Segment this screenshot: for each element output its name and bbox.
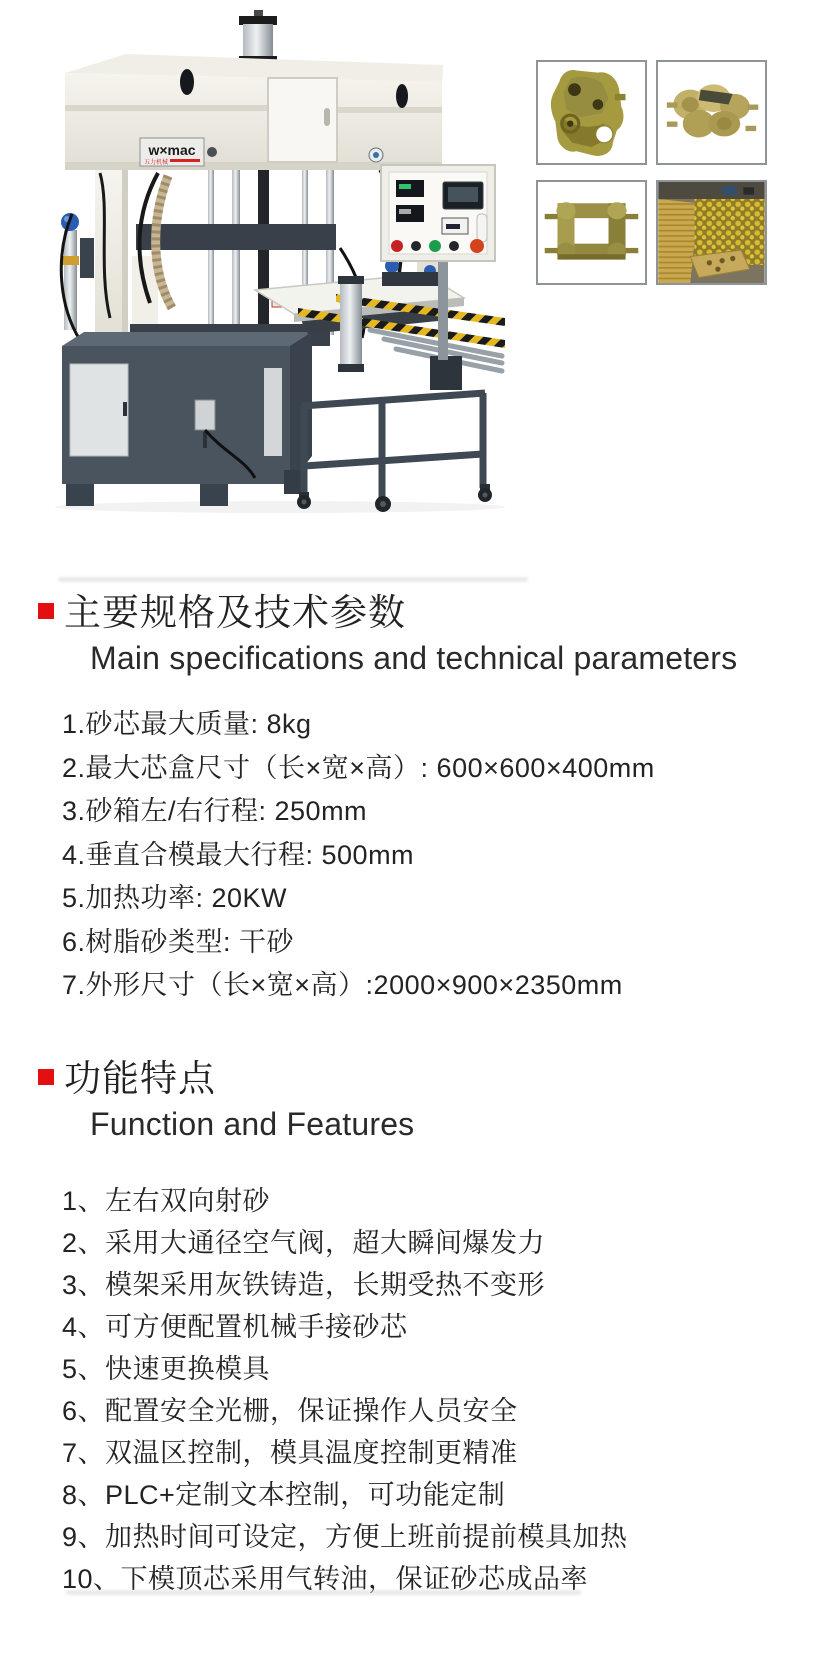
specs-heading-zh: 主要规格及技术参数 <box>64 592 406 633</box>
machine-hood <box>65 54 443 170</box>
door-handle <box>324 108 330 126</box>
sand-core-casting-2 <box>658 62 765 163</box>
core-shooting-machine-illustration <box>40 8 505 513</box>
green-button <box>429 240 441 252</box>
spec-item: 6.树脂砂类型: 干砂 <box>62 926 295 957</box>
gallery-photo-4 <box>656 180 767 285</box>
core-receiving-cart <box>302 393 485 506</box>
gallery-photo-3 <box>536 180 647 285</box>
feature-item: 6、配置安全光栅，保证操作人员安全 <box>62 1396 518 1427</box>
feature-item: 2、采用大通径空气阀，超大瞬间爆发力 <box>62 1228 546 1259</box>
features-section <box>38 1056 808 1600</box>
gallery-photo-2 <box>656 60 767 165</box>
gallery-photo-1 <box>536 60 647 165</box>
scan-artifact-line <box>58 577 528 582</box>
brand-text: w×mac <box>148 142 196 158</box>
top-air-cylinder <box>239 10 277 64</box>
specs-heading <box>38 590 808 678</box>
features-heading-en: Function and Features <box>90 1106 415 1143</box>
specs-heading-en: Main specifications and technical parameters <box>90 640 738 677</box>
spec-item: 3.砂箱左/右行程: 250mm <box>62 796 368 827</box>
sand-core-stock-photo <box>658 182 765 283</box>
cabinet-door-panel <box>70 364 128 456</box>
red-square-bullet <box>38 1069 54 1085</box>
sand-core-casting-1 <box>538 62 645 163</box>
black-button <box>411 241 421 251</box>
features-heading <box>38 1056 808 1144</box>
feature-item: 4、可方便配置机械手接砂芯 <box>62 1312 408 1343</box>
feature-item: 9、加热时间可设定，方便上班前提前模具加热 <box>62 1522 628 1553</box>
machine-shadow <box>55 501 505 513</box>
emergency-button <box>470 239 484 253</box>
feature-item: 10、下模顶芯采用气转油，保证砂芯成品率 <box>62 1564 589 1595</box>
hood-handle-hole-right <box>396 84 408 108</box>
junction-box <box>195 400 215 430</box>
spec-item: 5.加热功率: 20KW <box>62 883 288 914</box>
panel-handle <box>477 214 487 242</box>
sample-gallery <box>536 60 769 285</box>
features-heading-zh: 功能特点 <box>64 1058 216 1099</box>
black-button <box>449 241 459 251</box>
brand-subtext: 五力机械 <box>144 160 169 166</box>
spec-item: 1.砂芯最大质量: 8kg <box>62 709 312 740</box>
feature-item: 3、模架采用灰铁铸造，长期受热不变形 <box>62 1270 546 1301</box>
cart-casters <box>297 356 492 512</box>
hood-handle-hole-left <box>180 69 194 95</box>
spec-item: 2.最大芯盒尺寸（长×宽×高）: 600×600×400mm <box>62 752 655 783</box>
scan-artifact-line <box>66 1590 581 1595</box>
left-valve-assembly <box>61 213 94 340</box>
feature-item: 7、双温区控制，模具温度控制更精准 <box>62 1438 518 1469</box>
spec-item: 4.垂直合模最大行程: 500mm <box>62 839 415 870</box>
base-cabinet <box>62 332 312 506</box>
hood-knob <box>207 147 217 157</box>
spec-item: 7.外形尺寸（长×宽×高）:2000×900×2350mm <box>62 970 623 1001</box>
features-list <box>62 1180 808 1600</box>
specs-section <box>38 590 808 1008</box>
feature-item: 1、左右双向射砂 <box>62 1186 271 1217</box>
specs-list <box>62 703 808 1008</box>
brand-plate <box>140 138 204 166</box>
feature-item: 5、快速更换模具 <box>62 1354 271 1385</box>
red-square-bullet <box>38 603 54 619</box>
red-button <box>391 240 403 252</box>
feature-item: 8、PLC+定制文本控制，可功能定制 <box>62 1480 506 1511</box>
machine-photo <box>40 8 505 513</box>
sand-core-casting-3 <box>538 182 645 283</box>
